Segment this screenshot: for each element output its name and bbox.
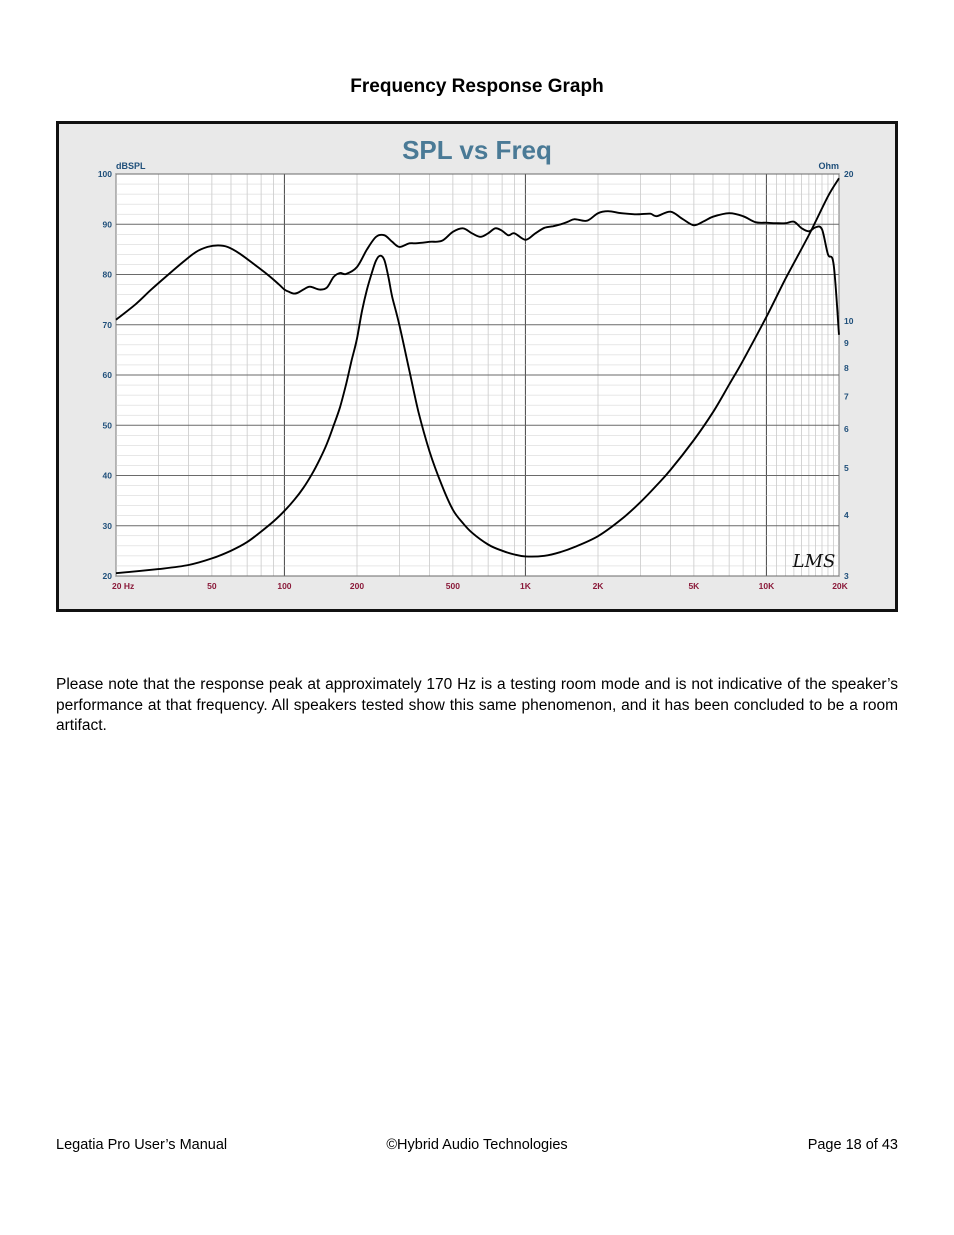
right-axis-tick-label: 5 <box>844 462 849 473</box>
left-axis-tick-label: 60 <box>102 370 112 380</box>
right-axis-tick-label: 9 <box>844 338 849 349</box>
lms-watermark: LMS <box>792 551 836 572</box>
left-axis-tick-label: 20 <box>102 571 112 581</box>
footer-copyright: ©Hybrid Audio Technologies <box>386 1137 568 1153</box>
x-axis-tick-label: 5K <box>688 581 700 591</box>
right-axis-tick-label: 10 <box>844 315 854 326</box>
right-axis-tick-label: 20 <box>844 169 854 179</box>
right-axis-tick-label: 8 <box>844 363 849 374</box>
x-axis-tick-label: 500 <box>445 581 460 591</box>
left-axis-unit: dBSPL <box>116 161 146 171</box>
x-axis-tick-label: 100 <box>277 581 292 591</box>
right-axis-unit: Ohm <box>818 161 839 171</box>
chart-svg <box>59 124 895 609</box>
left-axis-tick-label: 40 <box>102 470 112 481</box>
left-axis-tick-label: 70 <box>102 319 112 330</box>
x-axis-tick-label: 200 <box>349 581 365 591</box>
x-axis-tick-label: 10K <box>758 581 775 591</box>
x-axis-tick-label: 1K <box>520 581 531 591</box>
x-axis-tick-label: 2K <box>592 581 604 591</box>
x-axis-tick-label: 20 Hz <box>112 581 135 591</box>
right-axis-tick-label: 6 <box>844 424 849 435</box>
right-axis-tick-label: 4 <box>844 510 849 521</box>
room-mode-note: Please note that the response peak at approximately 170 Hz is a testing room mode and is not indicative of the speaker’s performance at that frequency. All speakers tested show this same phenomenon, and it has been concluded to be a room artifact. <box>56 676 898 734</box>
page-heading: Frequency Response Graph <box>350 76 604 97</box>
right-axis-tick-label: 7 <box>844 391 849 402</box>
left-axis-tick-label: 90 <box>102 219 112 230</box>
grid <box>116 174 839 576</box>
left-axis-tick-label: 50 <box>102 420 112 431</box>
chart-title: SPL vs Freq <box>402 135 552 165</box>
footer-manual-title: Legatia Pro User’s Manual <box>56 1137 228 1153</box>
footer-page-number: Page 18 of 43 <box>807 1137 898 1153</box>
left-axis-tick-label: 80 <box>102 269 112 280</box>
x-axis-tick-label: 50 <box>207 581 217 591</box>
left-axis-tick-label: 30 <box>102 520 112 531</box>
x-axis-tick-label: 20K <box>832 581 848 591</box>
left-axis-tick-label: 100 <box>97 169 112 179</box>
right-axis-tick-label: 3 <box>844 571 849 581</box>
spl-vs-freq-chart <box>56 121 898 612</box>
